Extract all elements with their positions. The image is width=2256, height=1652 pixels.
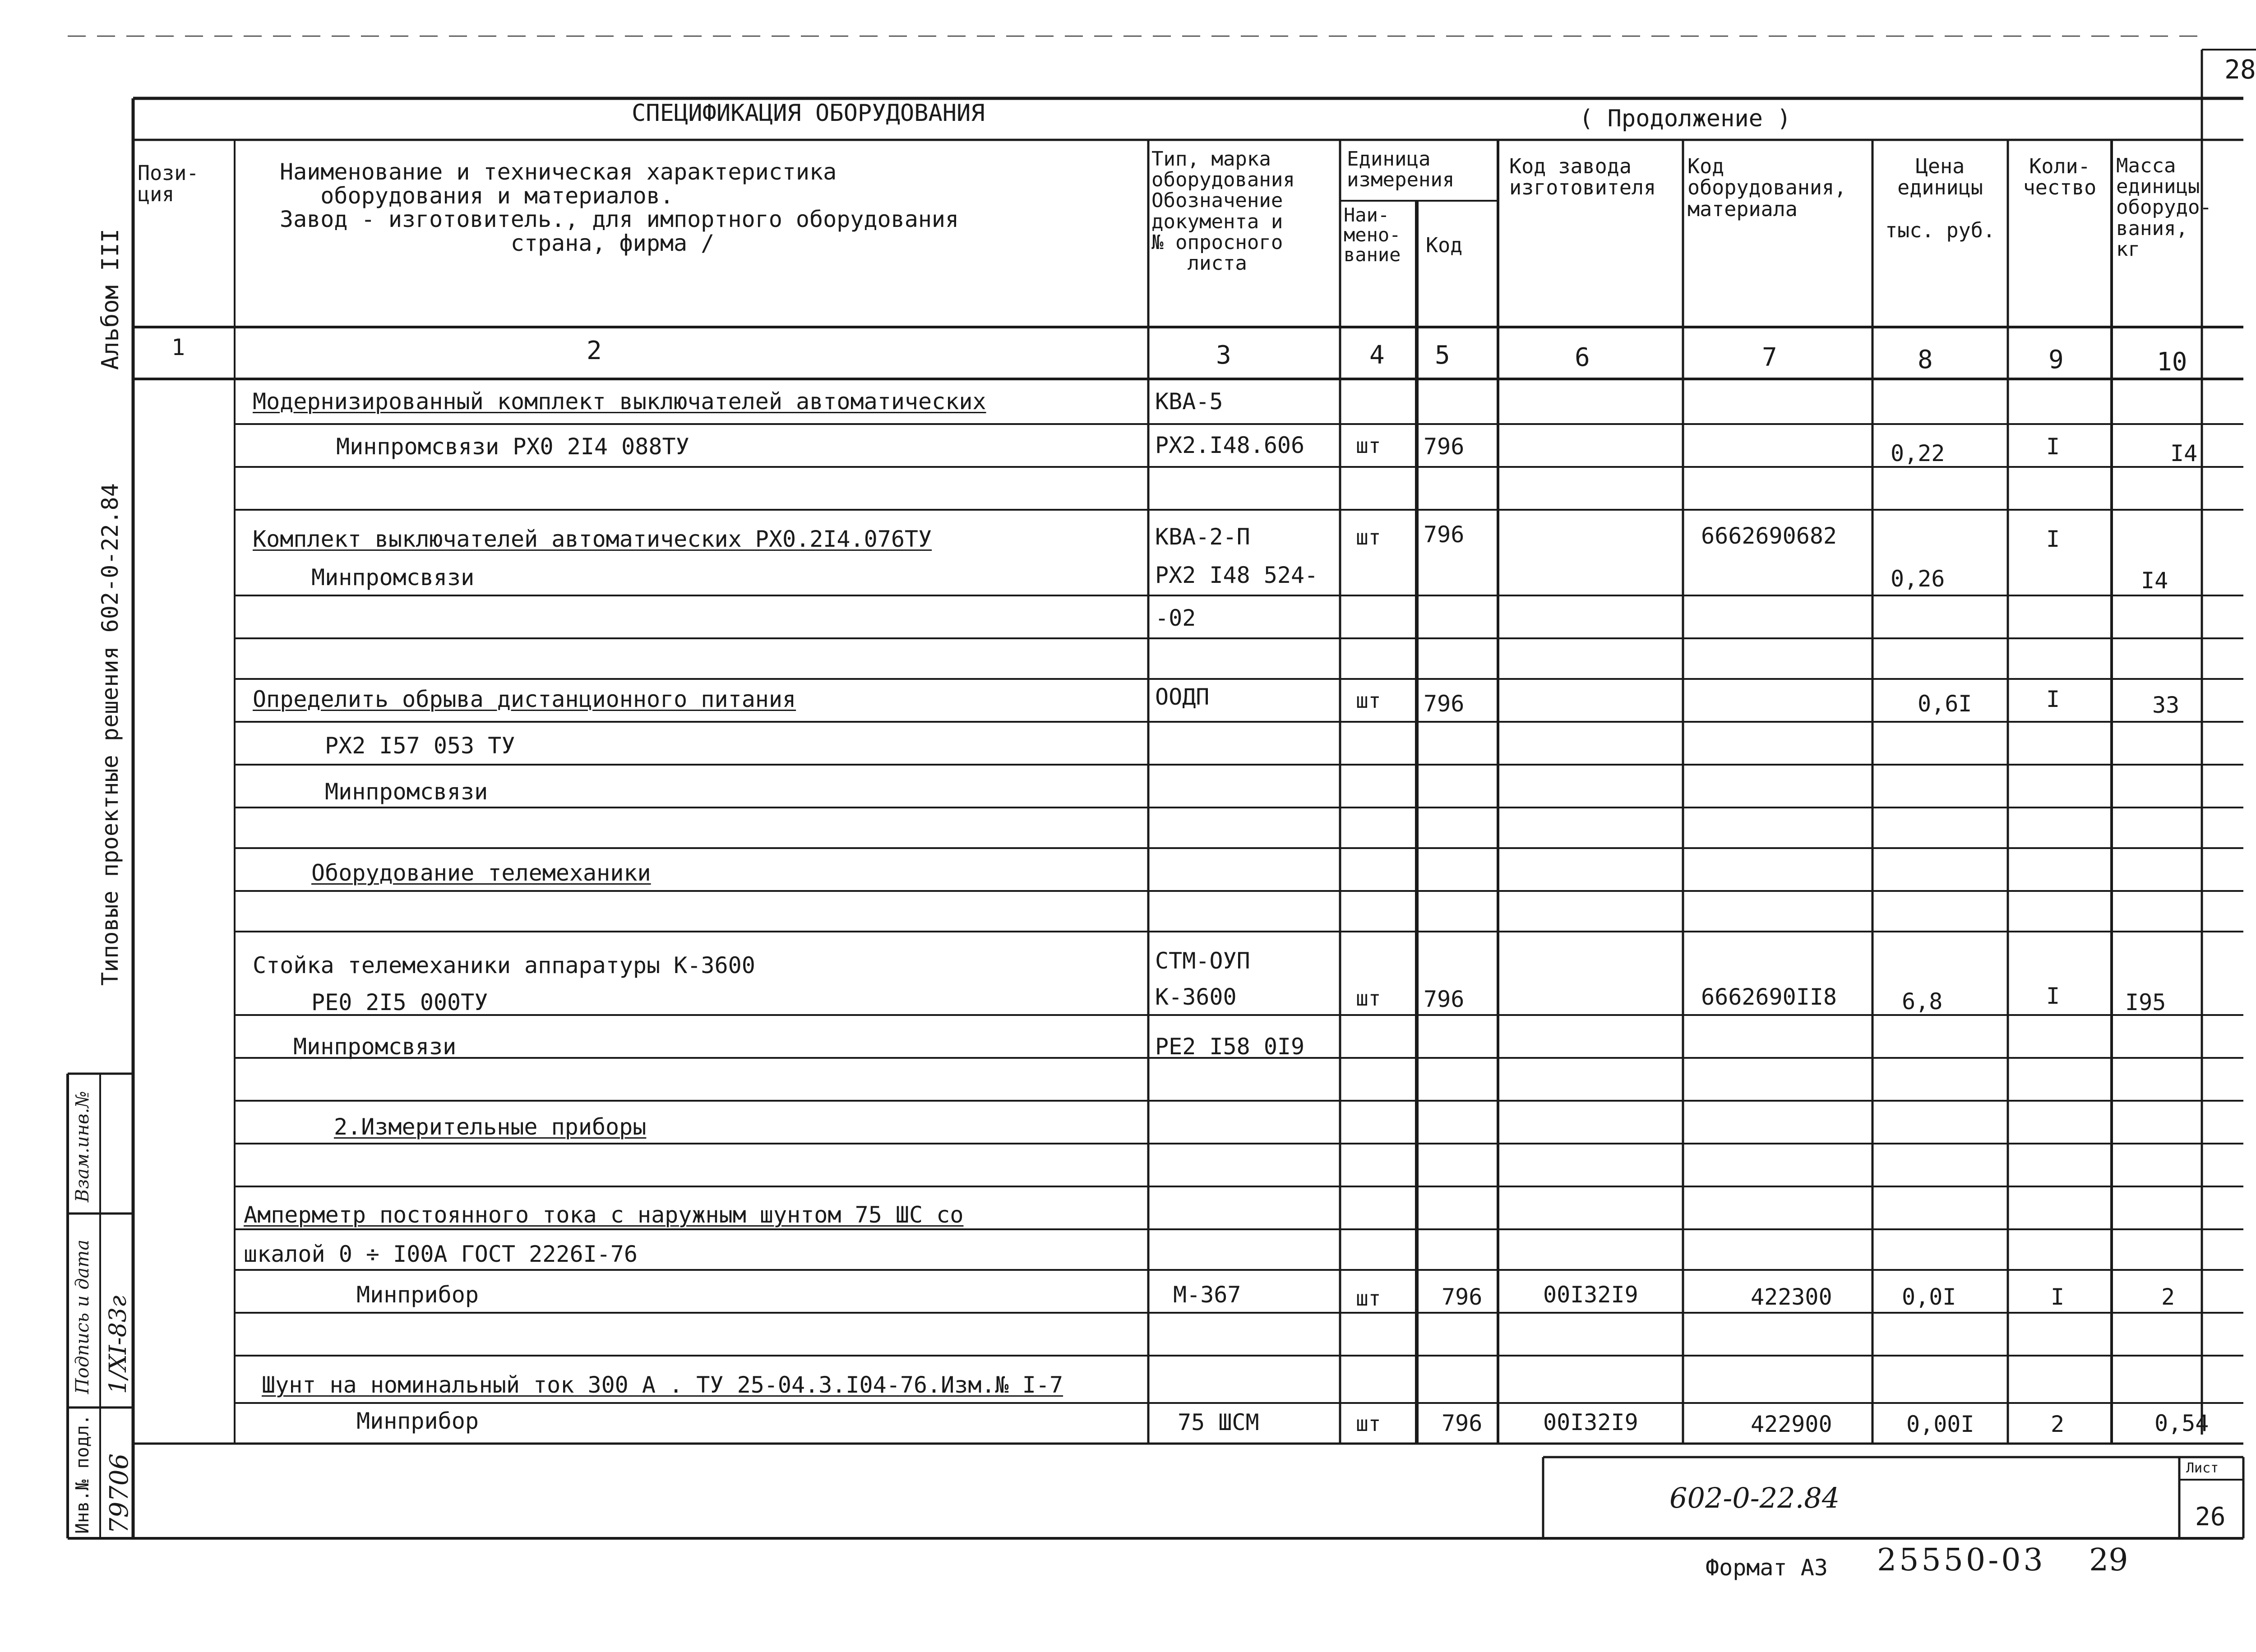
header-position: Пози- ция — [138, 161, 199, 207]
row-7-name: Минпромсвязи — [325, 779, 488, 805]
col-number-7: 7 — [1762, 343, 1777, 372]
signature-label: Подпись и дата — [72, 1239, 93, 1394]
row-2-code: 796 — [1424, 521, 1465, 548]
row-17-unit: шт — [1356, 1412, 1381, 1436]
row-3-price: 0,26 — [1891, 566, 1945, 592]
row-11-name: Минпромсвязи — [293, 1034, 457, 1060]
list-label: Лист — [2186, 1460, 2219, 1476]
row-10-mass: I95 — [2125, 989, 2166, 1015]
row-15-equip: 422300 — [1751, 1284, 1832, 1310]
row-4-type: -02 — [1155, 605, 1196, 631]
row-17-equip: 422900 — [1751, 1411, 1832, 1437]
row-17-mass: 0,54 — [2154, 1410, 2209, 1436]
row-10-price: 6,8 — [1902, 988, 1943, 1015]
header-unit-name: Наи- мено- вание — [1344, 204, 1401, 266]
row-0-name: Модернизированный комплект выключателей автоматических — [253, 388, 986, 415]
continuation-label: ( Продолжение ) — [1579, 105, 1791, 132]
row-9-type: СТМ-ОУП — [1155, 948, 1250, 974]
archive-number: 25550-03 — [1877, 1542, 2046, 1578]
col-number-2: 2 — [587, 336, 602, 365]
row-5-mass: 33 — [2152, 692, 2180, 718]
format-label: Формат А3 — [1706, 1555, 1828, 1581]
row-1-name: Минпромсвязи РХ0 2I4 088ТУ — [336, 434, 689, 460]
row-1-price: 0,22 — [1891, 440, 1945, 466]
row-2-unit: шт — [1356, 525, 1381, 549]
row-17-name: Минприбор — [356, 1408, 479, 1434]
row-2-name: Комплект выключателей автоматических РХ0.2I4.076ТУ — [253, 526, 932, 552]
project-label: Типовые проектные решения 602-0-22.84 — [97, 483, 123, 986]
row-5-qty: I — [2046, 686, 2060, 712]
header-mass: Масса единицы оборудо- вания, кг — [2116, 154, 2212, 261]
row-5-price: 0,6I — [1918, 691, 1972, 717]
row-2-qty: I — [2046, 526, 2060, 552]
col-number-4: 4 — [1369, 341, 1385, 370]
row-8-name: Оборудование телемеханики — [311, 860, 651, 886]
header-unit-code: Код — [1426, 233, 1463, 257]
row-15-type: М-367 — [1173, 1282, 1241, 1308]
row-1-code: 796 — [1424, 434, 1465, 460]
col-number-5: 5 — [1435, 341, 1450, 370]
row-10-qty: I — [2046, 983, 2060, 1009]
row-1-qty: I — [2046, 434, 2060, 460]
row-1-unit: шт — [1356, 434, 1381, 458]
row-15-name: Минприбор — [356, 1282, 479, 1308]
row-10-name: РЕ0 2I5 000ТУ — [311, 989, 488, 1015]
row-0-type: КВА-5 — [1155, 388, 1223, 415]
sheet-title: СПЕЦИФИКАЦИЯ ОБОРУДОВАНИЯ — [632, 100, 985, 127]
header-type: Тип, марка оборудования Обозначение документа и № опросного листа — [1151, 148, 1295, 275]
row-15-qty: I — [2051, 1284, 2065, 1310]
row-16-name: Шунт на номинальный ток 300 А . ТУ 25-04.3.I04-76.Изм.№ I-7 — [262, 1372, 1063, 1398]
col-number-1: 1 — [171, 334, 185, 360]
header-factory-code: Код завода изготовителя — [1509, 154, 1656, 200]
row-13-name: Амперметр постоянного тока с наружным шунтом 75 ШС со — [244, 1202, 964, 1228]
row-17-price: 0,00I — [1906, 1411, 1974, 1437]
row-5-unit: шт — [1356, 688, 1381, 713]
inventory-value: 79706 — [105, 1453, 134, 1534]
row-15-mass: 2 — [2161, 1284, 2175, 1310]
inventory-label: Инв.№ подл. — [72, 1414, 93, 1534]
header-name: Наименование и техническая характеристика оборудования и материалов. Завод - изготовитель., для импортного оборудования страна, фирма / — [280, 159, 959, 256]
col-number-10: 10 — [2157, 347, 2187, 377]
row-10-equip: 6662690II8 — [1701, 984, 1837, 1010]
row-15-factory: 00I32I9 — [1543, 1282, 1638, 1308]
list-number: 26 — [2195, 1502, 2226, 1532]
row-15-unit: шт — [1356, 1286, 1381, 1311]
col-number-3: 3 — [1216, 341, 1231, 370]
row-15-price: 0,0I — [1902, 1284, 1956, 1310]
row-6-name: РХ2 I57 053 ТУ — [325, 733, 515, 759]
row-17-factory: 00I32I9 — [1543, 1409, 1638, 1435]
row-10-code: 796 — [1424, 986, 1465, 1012]
replacement-inventory-label: Взам.инв.№ — [72, 1091, 93, 1202]
row-5-code: 796 — [1424, 691, 1465, 717]
document-designation: 602-0-22.84 — [1669, 1481, 1840, 1514]
album-label: Альбом III — [97, 228, 124, 370]
row-10-unit: шт — [1356, 986, 1381, 1011]
row-5-name: Определить обрыва дистанционного питания — [253, 686, 796, 712]
header-price: Цена единицы тыс. руб. — [1885, 154, 1995, 242]
row-1-type: РХ2.I48.606 — [1155, 432, 1305, 458]
page-number-top: 28 — [2224, 54, 2256, 85]
header-equipment-code: Код оборудования, материала — [1687, 154, 1847, 221]
row-11-type: РЕ2 I58 0I9 — [1155, 1034, 1305, 1060]
col-number-8: 8 — [1918, 345, 1933, 374]
row-3-name: Минпромсвязи — [311, 564, 475, 591]
row-17-qty: 2 — [2051, 1411, 2065, 1437]
row-17-type: 75 ШСМ — [1178, 1409, 1259, 1435]
row-3-type: РХ2 I48 524- — [1155, 562, 1318, 588]
row-3-mass: I4 — [2141, 568, 2168, 594]
header-quantity: Коли- чество — [2023, 154, 2097, 200]
col-number-9: 9 — [2048, 345, 2064, 374]
row-5-type: ООДП — [1155, 684, 1210, 710]
signature-date: 1/XI-83г — [105, 1295, 132, 1394]
row-1-mass: I4 — [2170, 440, 2198, 466]
archive-sheet: 29 — [2089, 1542, 2128, 1578]
header-unit: Единица измерения — [1347, 148, 1455, 192]
row-15-code: 796 — [1442, 1284, 1483, 1310]
col-number-6: 6 — [1575, 343, 1590, 372]
row-9-name: Стойка телемеханики аппаратуры К-3600 — [253, 952, 755, 978]
row-2-type: КВА-2-П — [1155, 524, 1250, 550]
row-12-name: 2.Измерительные приборы — [334, 1114, 647, 1140]
row-2-equip: 6662690682 — [1701, 523, 1837, 549]
row-10-type: К-3600 — [1155, 984, 1237, 1010]
row-14-name: шкалой 0 ÷ I00А ГОСТ 2226I-76 — [244, 1241, 638, 1267]
row-17-code: 796 — [1442, 1410, 1483, 1436]
